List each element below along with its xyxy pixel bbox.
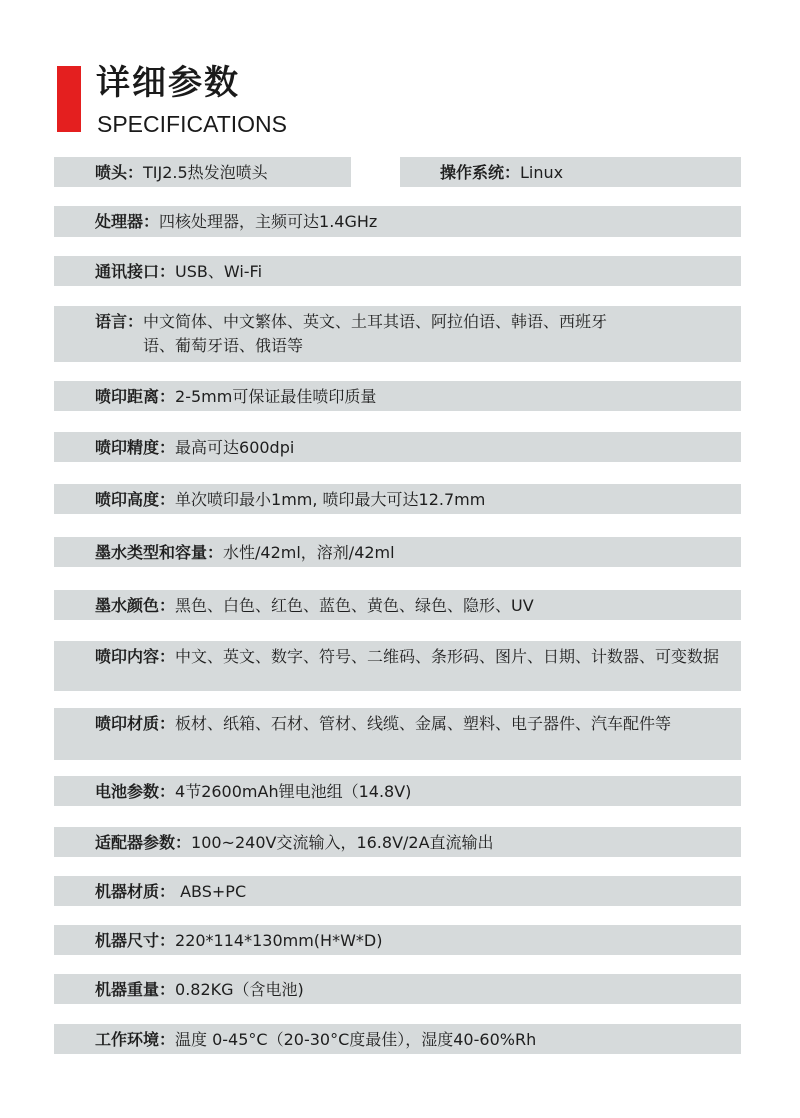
spec-label: 通讯接口： [95, 262, 176, 281]
title-accent-bar [57, 66, 81, 132]
spec-row [54, 827, 741, 857]
spec-row [54, 306, 741, 362]
spec-label: 墨水类型和容量： [95, 543, 224, 562]
spec-row [54, 974, 741, 1004]
spec-value: 中文、英文、数字、符号、二维码、条形码、图片、日期、计数器、可变数据 [175, 647, 720, 666]
spec-value: 2-5mm可保证最佳喷印质量 [175, 387, 377, 406]
spec-label: 机器尺寸： [95, 931, 176, 950]
spec-value: 最高可达600dpi [175, 438, 295, 457]
spec-cell-os [400, 157, 741, 187]
page-title: 详细参数 [96, 63, 240, 103]
spec-label: 处理器： [95, 212, 160, 231]
spec-row [54, 256, 741, 286]
spec-value: USB、Wi-Fi [175, 262, 263, 281]
spec-label: 喷头： [95, 163, 144, 182]
spec-label: 喷印高度： [95, 490, 176, 509]
spec-value: 100~240V交流输入，16.8V/2A直流输出 [191, 833, 494, 852]
spec-label: 喷印精度： [95, 438, 176, 457]
spec-row [54, 432, 741, 462]
spec-label: 适配器参数： [95, 833, 192, 852]
spec-value: ABS+PC [175, 882, 247, 901]
spec-label: 喷印距离： [95, 387, 176, 406]
spec-value: 四核处理器，主频可达1.4GHz [159, 212, 378, 231]
spec-row [54, 641, 741, 691]
spec-value: 水性/42ml，溶剂/42ml [223, 543, 395, 562]
spec-value: TIJ2.5热发泡喷头 [143, 163, 268, 182]
spec-value: 中文简体、中文繁体、英文、土耳其语、阿拉伯语、韩语、西班牙语、葡萄牙语、俄语等 [143, 312, 608, 355]
spec-label: 语言： [95, 312, 144, 331]
spec-row [54, 876, 741, 906]
spec-value: 黑色、白色、红色、蓝色、黄色、绿色、隐形、UV [175, 596, 534, 615]
spec-label: 工作环境： [95, 1030, 176, 1049]
spec-label: 墨水颜色： [95, 596, 176, 615]
spec-label: 操作系统： [440, 163, 521, 182]
spec-row [54, 1024, 741, 1054]
spec-label: 机器材质： [95, 882, 176, 901]
page-subtitle: SPECIFICATIONS [97, 111, 287, 137]
spec-row-pair [54, 157, 741, 187]
spec-value: 4节2600mAh锂电池组（14.8V) [175, 782, 412, 801]
spec-value: 0.82KG（含电池) [175, 980, 304, 999]
spec-value: Linux [520, 163, 564, 182]
spec-value: 220*114*130mm(H*W*D) [175, 931, 383, 950]
spec-label: 机器重量： [95, 980, 176, 999]
spec-value: 单次喷印最小1mm, 喷印最大可达12.7mm [175, 490, 486, 509]
spec-row [54, 537, 741, 567]
spec-label: 喷印内容： [95, 647, 176, 666]
spec-row [54, 381, 741, 411]
spec-label: 喷印材质： [95, 714, 176, 733]
spec-value: 板材、纸箱、石材、管材、线缆、金属、塑料、电子器件、汽车配件等 [175, 714, 672, 733]
spec-row [54, 708, 741, 760]
spec-row [54, 206, 741, 237]
spec-cell-nozzle [54, 157, 351, 187]
spec-label: 电池参数： [95, 782, 176, 801]
spec-value: 温度 0-45°C（20-30°C度最佳），湿度40-60%Rh [175, 1030, 537, 1049]
spec-row [54, 776, 741, 806]
spec-row [54, 590, 741, 620]
spec-row [54, 484, 741, 514]
spec-row [54, 925, 741, 955]
